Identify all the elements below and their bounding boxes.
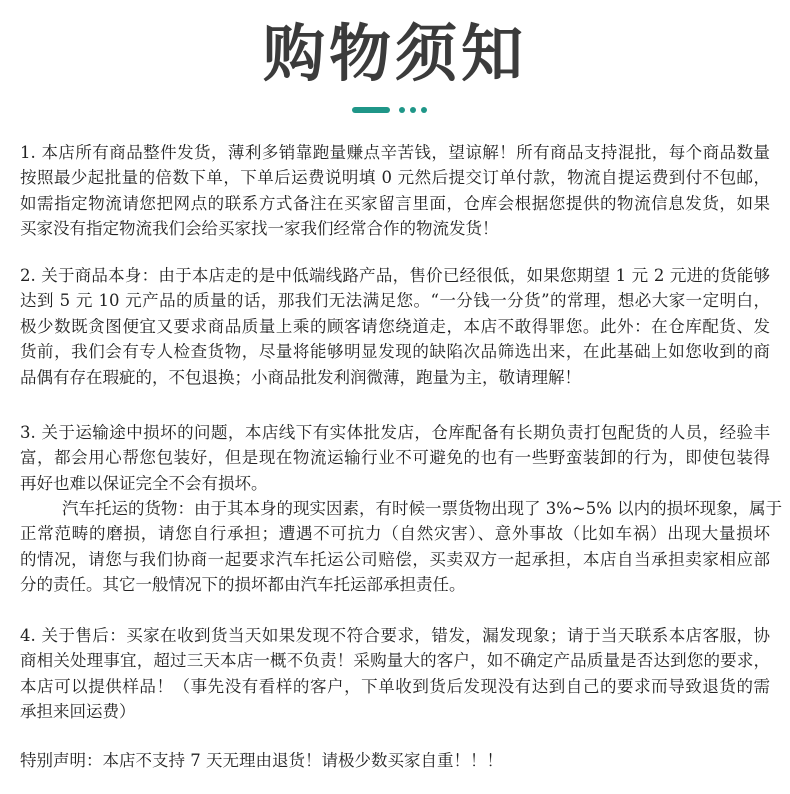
page-title: 购物须知 (262, 17, 527, 90)
notice-item-2 (20, 263, 770, 390)
text-line: 极少数既贪图便宜又要求商品质量上乘的顾客请您绕道走，本店不敢得罪您。此外：在仓库配货、发 (20, 316, 770, 336)
title-divider-decoration (352, 106, 427, 113)
text-line: 的情况，请您与我们协商一起要求汽车托运公司赔偿，买卖双方一起承担，本店自当承担卖家相应部 (20, 549, 770, 569)
notice-item-1 (20, 140, 770, 242)
text-line: 货前，我们会有专人检查货物，尽量将能够明显发现的缺陷次品筛选出来，在此基础上如您收到的商 (20, 342, 770, 362)
notice-item-4 (20, 623, 770, 725)
text-line: 按照最少起批量的倍数下单，下单后运费说明填 0 元然后提交订单付款，物流自提运费到付不包邮， (20, 168, 770, 188)
divider-bar (352, 107, 390, 113)
text-line: 如需指定物流请您把网点的联系方式备注在买家留言里面，仓库会根据您提供的物流信息发货，如果 (20, 193, 770, 213)
text-line: 富，都会用心帮您包装好，但是现在物流运输行业不可避免的也有一些野蛮装卸的行为，即使包装得 (20, 448, 770, 468)
text-line: 特别声明：本店不支持 7 天无理由退货！请极少数买家自重！！！ (20, 751, 503, 770)
text-line: 承担来回运费） (20, 702, 136, 722)
text-line: 再好也难以保证完全不会有损坏。 (20, 473, 268, 493)
text-line: 本店可以提供样品！（事先没有看样的客户，下单收到货后发现没有达到自己的要求而导致退货的需 (20, 676, 770, 696)
text-line: 正常范畴的磨损，请您自行承担；遭遇不可抗力（自然灾害）、意外事故（比如车祸）出现大量损坏 (20, 524, 770, 544)
text-line: 4. 关于售后：买家在收到货当天如果发现不符合要求，错发，漏发现象；请于当天联系本店客服，协 (20, 626, 770, 645)
text-line: 3. 关于运输途中损坏的问题，本店线下有实体批发店，仓库配备有长期负责打包配货的人员，经验丰 (20, 423, 770, 442)
text-line: 品偶有存在瑕疵的，不包退换；小商品批发利润微薄，跑量为主，敬请理解！ (20, 367, 581, 387)
notice-item-3-truck-transport (20, 496, 783, 598)
notice-item-3 (20, 420, 770, 496)
text-line: 1. 本店所有商品整件发货，薄利多销靠跑量赚点辛苦钱，望谅解！所有商品支持混批，每个商品数量 (20, 143, 770, 162)
text-line: 商相关处理事宜，超过三天本店一概不负责！采购量大的客户，如不确定产品质量是否达到您的要求， (20, 651, 770, 671)
special-statement (20, 748, 770, 773)
divider-dot (399, 107, 405, 113)
divider-dot (410, 107, 416, 113)
divider-dot (421, 107, 427, 113)
text-line: 达到 5 元 10 元产品的质量的话，那我们无法满足您。“一分钱一分货”的常理，想必大家一定明白， (20, 291, 770, 311)
text-line: 买家没有指定物流我们会给买家找一家我们经常合作的物流发货！ (20, 219, 499, 239)
text-line: 汽车托运的货物：由于其本身的现实因素，有时候一票货物出现了 3%~5% 以内的损坏现象，属于 (62, 499, 783, 518)
text-line: 2. 关于商品本身：由于本店走的是中低端线路产品，售价已经很低，如果您期望 1 元 2 元进的货能够 (20, 266, 770, 285)
text-line: 分的责任。其它一般情况下的损坏都由汽车托运部承担责任。 (20, 575, 466, 595)
